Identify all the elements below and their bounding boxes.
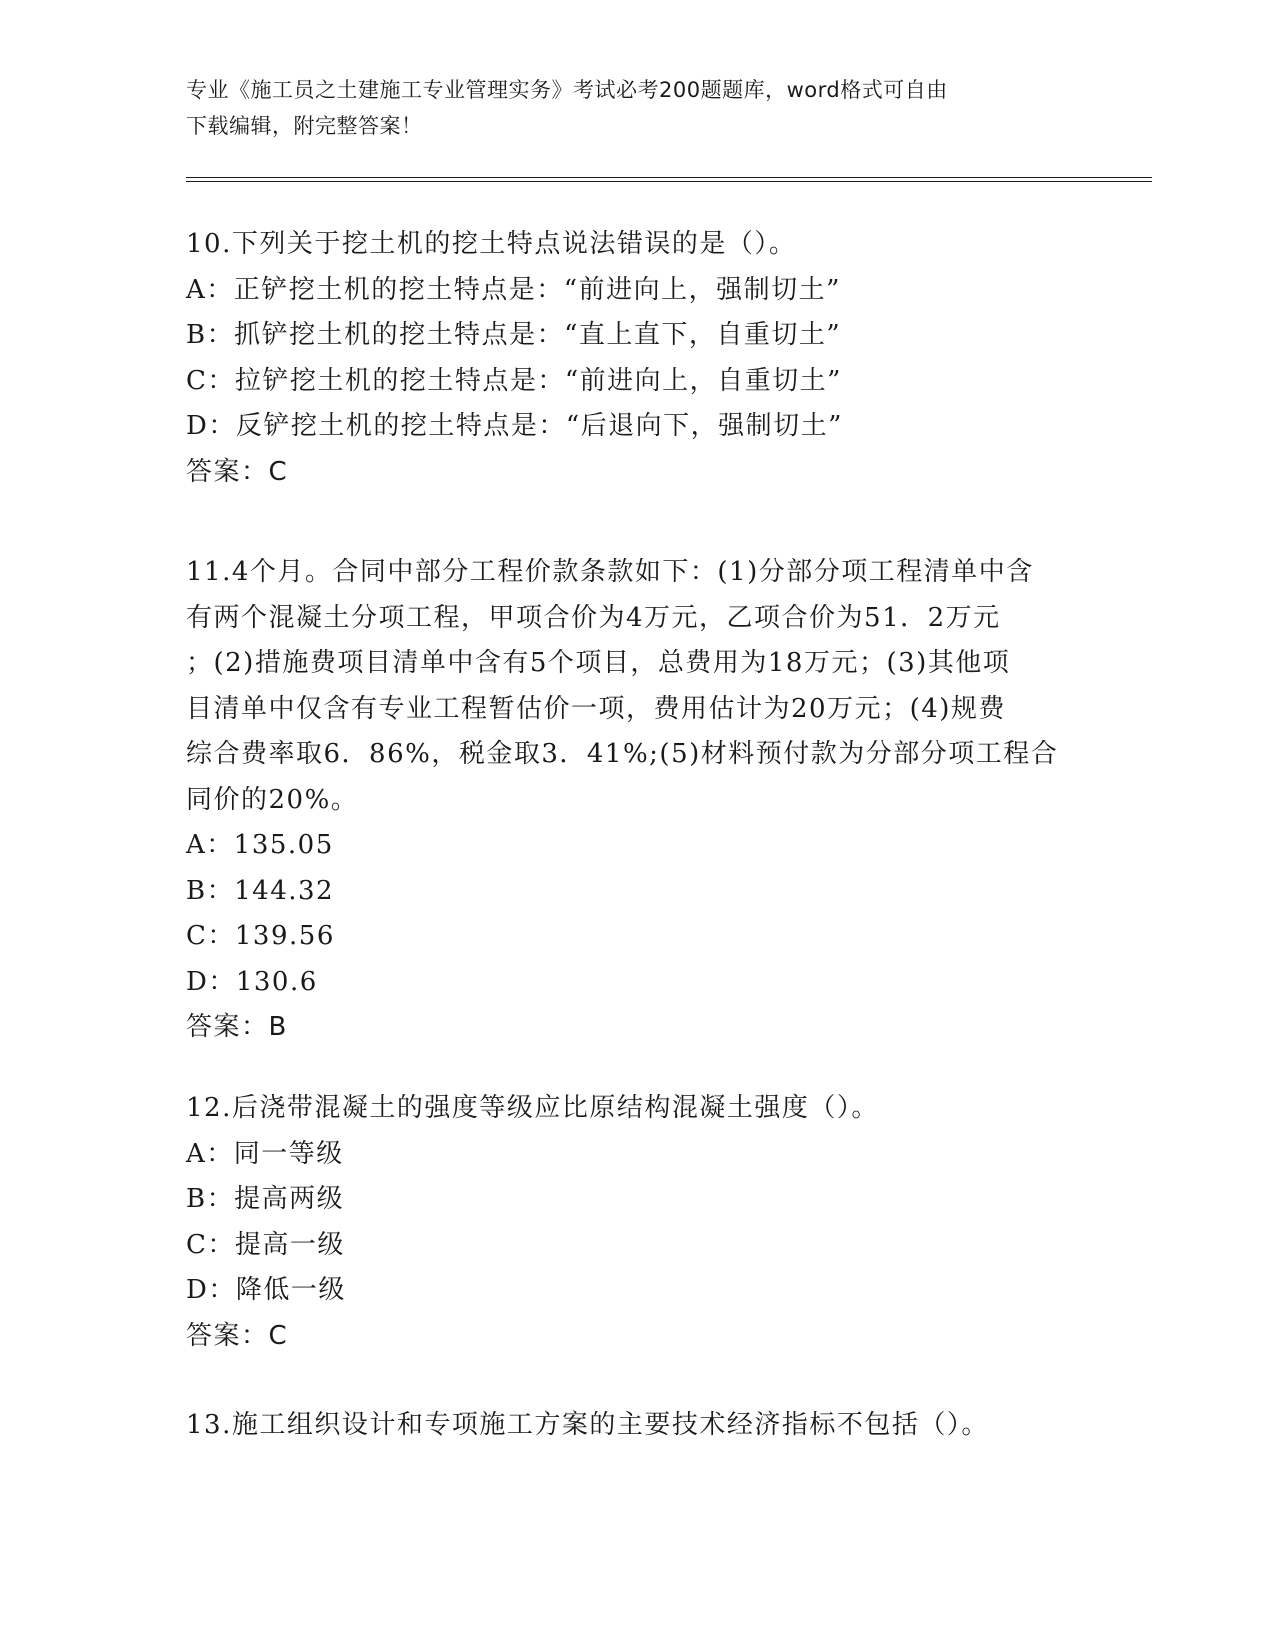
question-stem-line: 有两个混凝土分项工程，甲项合价为4万元，乙项合价为51．2万元 xyxy=(186,602,1001,633)
question-stem: 10.下列关于挖土机的挖土特点说法错误的是（）。 xyxy=(186,229,797,259)
answer: 答案：C xyxy=(186,456,289,487)
header-line-2: 下载编辑，附完整答案！ xyxy=(186,114,423,138)
question-13 xyxy=(186,1403,1086,1449)
question-10 xyxy=(186,222,1086,495)
question-stem-line: ；(2)措施费项目清单中含有5个项目，总费用为18万元；(3)其他项 xyxy=(186,648,1011,678)
answer: 答案：C xyxy=(186,1320,289,1351)
option-a: A：135.05 xyxy=(186,830,334,860)
option-c: C：拉铲挖土机的挖土特点是：“前进向上，自重切土” xyxy=(186,365,842,396)
answer: 答案：B xyxy=(186,1012,288,1042)
question-stem-line: 同价的20%。 xyxy=(186,784,359,815)
question-stem-line: 综合费率取6．86%，税金取3．41%;(5)材料预付款为分部分项工程合 xyxy=(186,739,1059,769)
option-a: A：正铲挖土机的挖土特点是：“前进向上，强制切土” xyxy=(186,274,841,305)
option-d: D：反铲挖土机的挖土特点是：“后退向下，强制切土” xyxy=(186,411,843,441)
question-stem-line: 目清单中仅含有专业工程暂估价一项，费用估计为20万元；(4)规费 xyxy=(186,693,1006,724)
option-b: B：144.32 xyxy=(186,875,335,906)
header-divider xyxy=(186,177,1152,182)
question-11 xyxy=(186,550,1086,1051)
option-d: D：降低一级 xyxy=(186,1275,346,1305)
document-header xyxy=(186,72,1066,144)
option-c: C：提高一级 xyxy=(186,1229,345,1260)
option-b: B：抓铲挖土机的挖土特点是：“直上直下，自重切土” xyxy=(186,320,842,350)
option-c: C：139.56 xyxy=(186,921,335,951)
header-line-1: 专业《施工员之土建施工专业管理实务》考试必考200题题库，word格式可自由 xyxy=(186,78,948,102)
question-12 xyxy=(186,1086,1086,1359)
option-b: B：提高两级 xyxy=(186,1184,345,1214)
question-stem-line: 11.4个月。合同中部分工程价款条款如下：(1)分部分项工程清单中含 xyxy=(186,557,1034,587)
option-d: D：130.6 xyxy=(186,966,318,997)
question-stem: 13.施工组织设计和专项施工方案的主要技术经济指标不包括（）。 xyxy=(186,1410,989,1440)
question-stem: 12.后浇带混凝土的强度等级应比原结构混凝土强度（）。 xyxy=(186,1093,879,1123)
option-a: A：同一等级 xyxy=(186,1138,344,1169)
